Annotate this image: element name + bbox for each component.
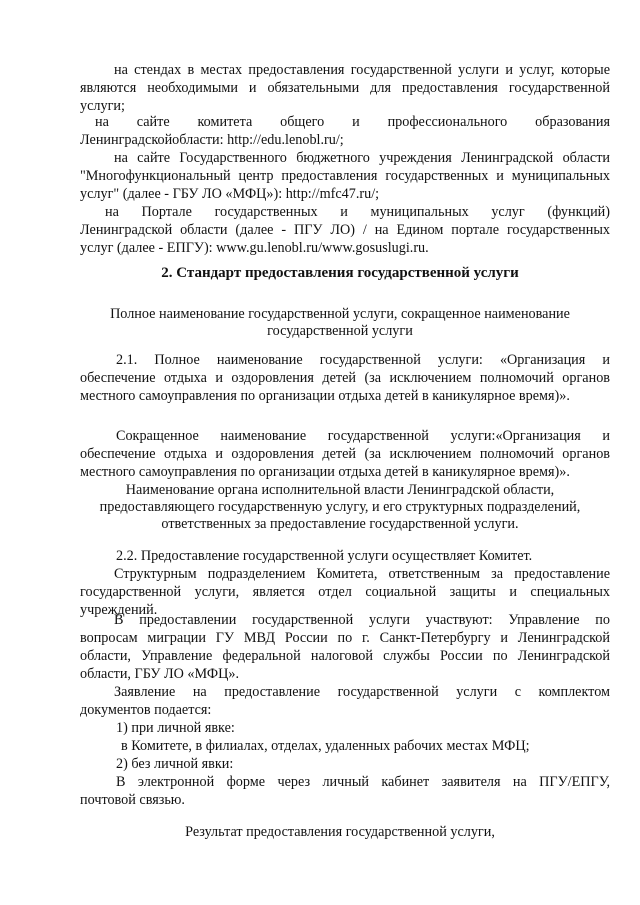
paragraph-short-name-end <box>80 464 610 481</box>
paragraph-short-name-cont <box>80 446 610 463</box>
text-line: Сокращенное наименование государственной услуги:«Организация и <box>116 428 610 444</box>
text-line: Ленинградской области (далее - ПГУ ЛО) / на Едином портале государственных <box>80 222 610 238</box>
paragraph-structural-unit-cont <box>80 584 610 601</box>
text-line: Структурным подразделением Комитета, ответственным за предоставление <box>114 566 610 582</box>
paragraph-participants-end <box>80 666 610 683</box>
text-line: области, ГБУ ЛО «МФЦ». <box>80 666 239 682</box>
text-line: В предоставлении государственной услуги участвуют: Управление по <box>114 612 610 628</box>
list-item-in-person-detail <box>121 738 610 755</box>
paragraph-mfc-site <box>80 150 610 167</box>
paragraph-portal <box>105 204 610 221</box>
paragraph-participants-cont <box>80 630 610 647</box>
text-line: 1) при личной явке: <box>116 720 235 736</box>
paragraph-application-end <box>80 702 610 719</box>
text-line: ответственных за предоставление государственной услуги. <box>161 516 519 533</box>
subheading-authority <box>60 482 620 534</box>
paragraph-2-1-end <box>80 388 610 405</box>
text-line: услуг" (далее - ГБУ ЛО «МФЦ»): http://mfc47.ru/; <box>80 186 380 202</box>
text-line: почтовой связью. <box>80 792 185 808</box>
paragraph-stands <box>80 62 610 79</box>
list-item-remote-detail <box>116 774 610 791</box>
text-line: на сайте комитета общего и профессионального образования <box>95 114 610 130</box>
paragraph-2-1 <box>116 352 610 369</box>
text-line: являются необходимыми и обязательными для предоставления государственной <box>80 80 610 96</box>
text-line: Заявление на предоставление государственной услуги с комплектом <box>114 684 610 700</box>
text-line: "Многофункциональный центр предоставления государственных и муниципальных <box>80 168 610 184</box>
text-line: услуг (далее - ЕПГУ): www.gu.lenobl.ru/www.gosuslugi.ru. <box>80 240 429 256</box>
text-line: предоставляющего государственную услугу, и его структурных подразделений, <box>99 499 581 516</box>
text-line: вопросам миграции ГУ МВД России по г. Санкт-Петербургу и Ленинградской <box>80 630 610 646</box>
paragraph-stands-cont <box>80 80 610 97</box>
text-line: государственной услуги <box>267 323 413 340</box>
paragraph-2-1-cont <box>80 370 610 387</box>
text-line: местного самоуправления по организации отдыха детей в каникулярное время)». <box>80 388 570 404</box>
text-line: Наименование органа исполнительной власти Ленинградской области, <box>125 482 555 498</box>
paragraph-structural-unit <box>80 566 610 583</box>
text-line: на сайте Государственного бюджетного учреждения Ленинградской области <box>114 150 610 166</box>
text-line: 2.1. Полное наименование государственной услуги: «Организация и <box>116 352 610 368</box>
paragraph-application <box>80 684 610 701</box>
paragraph-short-name <box>116 428 610 445</box>
text-line: учреждений. <box>80 602 158 618</box>
paragraph-participants-cont2 <box>80 648 610 665</box>
text-line: области, Управление федеральной налоговой службы России по Ленинградской <box>80 648 610 664</box>
text-line: обеспечение отдыха и оздоровления детей (за исключением полномочий органов <box>80 370 610 386</box>
text-line: В электронной форме через личный кабинет заявителя на ПГУ/ЕПГУ, <box>116 774 610 790</box>
paragraph-committee-site <box>95 114 610 131</box>
text-line: услуги; <box>80 98 125 114</box>
text-line: в Комитете, в филиалах, отделах, удаленных рабочих местах МФЦ; <box>121 738 530 754</box>
list-item-remote-detail-end <box>80 792 610 809</box>
subheading-result: Результат предоставления государственной услуги, <box>185 824 495 840</box>
list-item-in-person <box>116 720 610 737</box>
text-line: на стендах в местах предоставления государственной услуги и услуг, которые <box>114 62 610 78</box>
paragraph-mfc-site-end <box>80 186 610 203</box>
paragraph-stands-end <box>80 98 610 115</box>
text-line: 2.2. Предоставление государственной услуги осуществляет Комитет. <box>116 548 533 564</box>
paragraph-committee-site-cont <box>80 132 610 149</box>
text-line: 2) без личной явки: <box>116 756 234 772</box>
section-heading: 2. Стандарт предоставления государственной услуги <box>161 265 519 281</box>
list-item-remote <box>116 756 610 773</box>
paragraph-mfc-site-cont <box>80 168 610 185</box>
paragraph-portal-cont <box>80 222 610 239</box>
paragraph-2-2 <box>116 548 610 565</box>
text-line: обеспечение отдыха и оздоровления детей (за исключением полномочий органов <box>80 446 610 462</box>
text-line: государственной услуги, является отдел социальной защиты и специальных <box>80 584 610 600</box>
paragraph-portal-end <box>80 240 610 257</box>
text-line: Ленинградскойобласти: http://edu.lenobl.ru/; <box>80 132 344 148</box>
subheading-service-name <box>60 306 620 340</box>
paragraph-participants <box>80 612 610 629</box>
text-line: на Портале государственных и муниципальных услуг (функций) <box>105 204 610 220</box>
text-line: местного самоуправления по организации отдыха детей в каникулярное время)». <box>80 464 570 480</box>
text-line: документов подается: <box>80 702 212 718</box>
text-line: Полное наименование государственной услуги, сокращенное наименование <box>110 306 570 322</box>
